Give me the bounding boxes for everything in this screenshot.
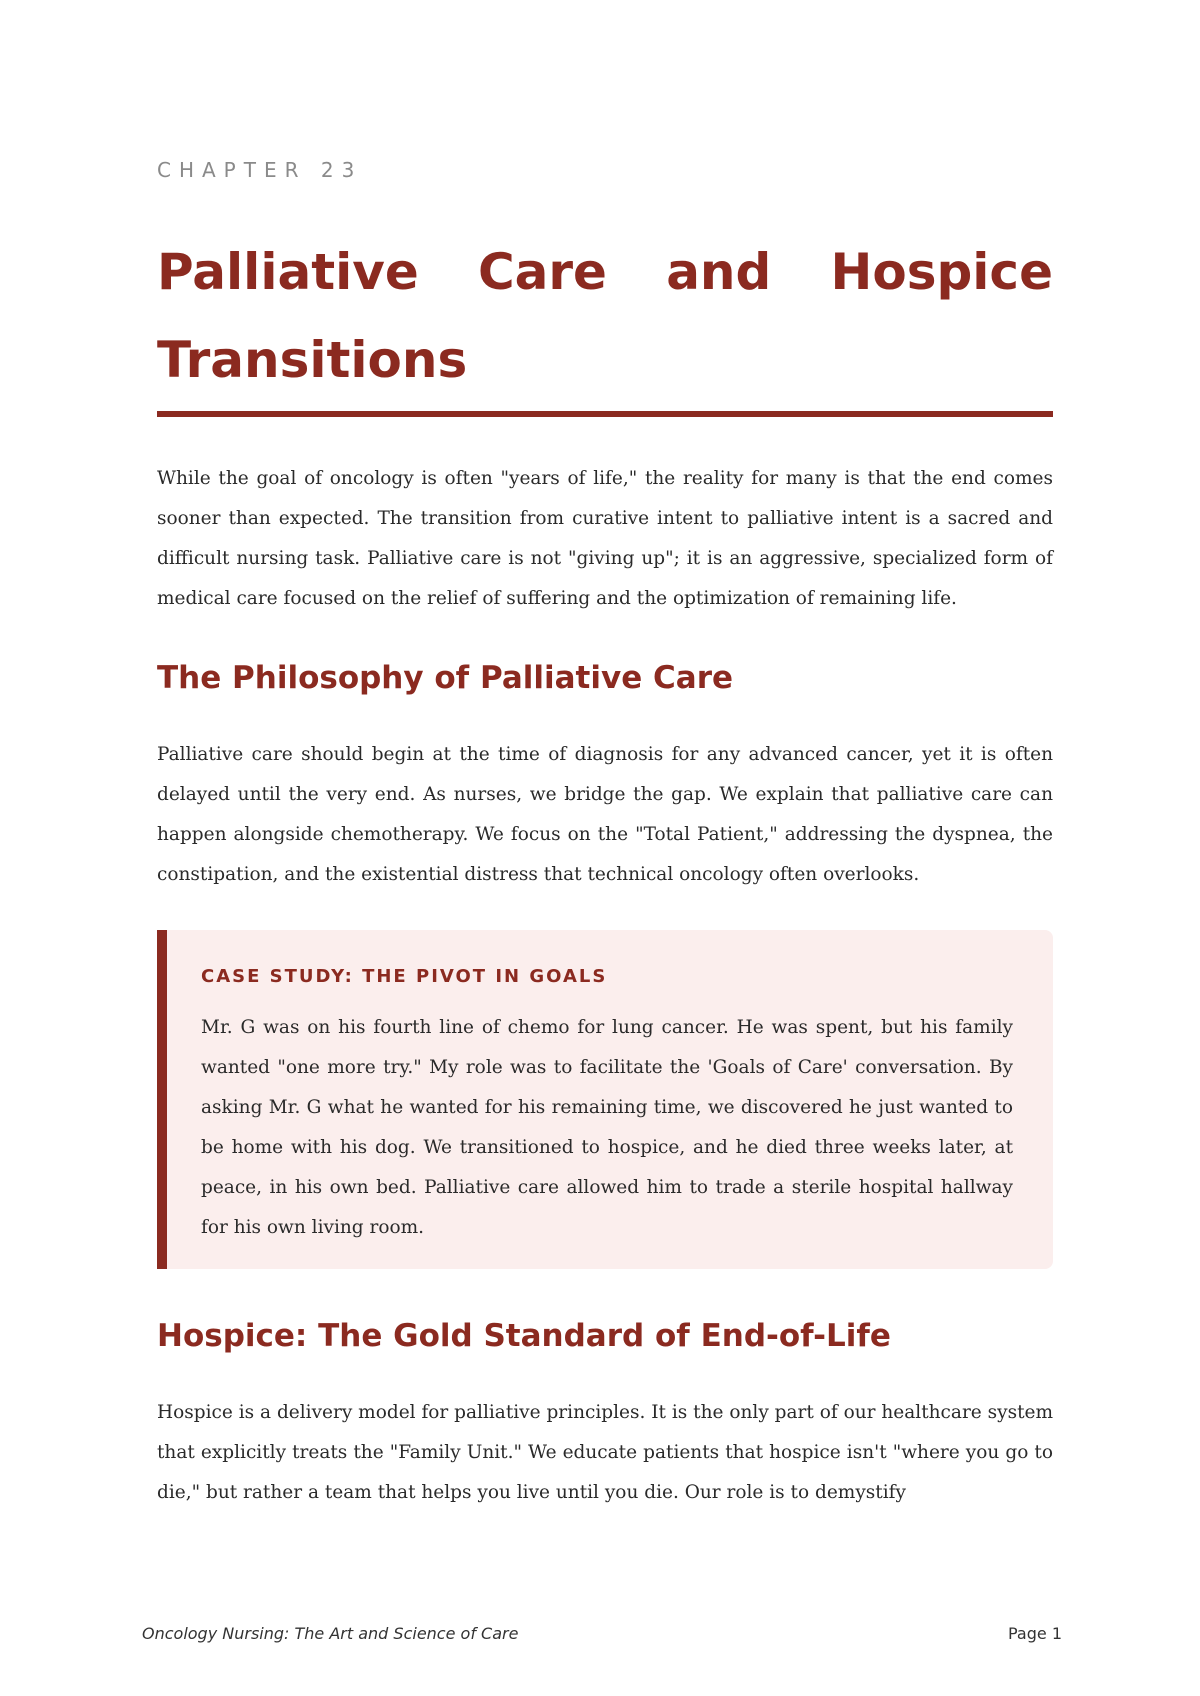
section-heading-philosophy: The Philosophy of Palliative Care — [157, 660, 734, 696]
case-study-callout — [157, 930, 1053, 1269]
case-study-text: Mr. G was on his fourth line of chemo for lung cancer. He was spent, but his family wanted "one more try." My role was to facilitate the 'Goals of Care' conversation. By asking Mr. G what he wanted for his remaining time, we discovered he just wanted to be home with his dog. We transitioned to hospice, and he died three weeks later, at peace, in his own bed. Palliative care allowed him to trade a sterile hospital hallway for his own living room. — [201, 1017, 1013, 1238]
chapter-label: CHAPTER 23 — [157, 158, 363, 182]
footer-book-title: Oncology Nursing: The Art and Science of Care — [142, 1624, 519, 1643]
chapter-title: Palliative Care and Hospice Transitions — [157, 243, 1053, 389]
section-paragraph-philosophy: Palliative care should begin at the time of diagnosis for any advanced cancer, yet it is often delayed until the very end. As nurses, we bridge the gap. We explain that palliative care can happen alongside chemotherapy. We focus on the "Total Patient," addressing the dyspnea, the constipation, and the existential distress that technical oncology often overlooks. — [157, 744, 1053, 885]
case-study-heading: CASE STUDY: THE PIVOT IN GOALS — [201, 966, 608, 987]
intro-paragraph: While the goal of oncology is often "years of life," the reality for many is that the end comes sooner than expected. The transition from curative intent to palliative intent is a sacred and difficult nursing task. Palliative care is not "giving up"; it is an aggressive, specialized form of medical care focused on the relief of suffering and the optimization of remaining life. — [157, 468, 1053, 609]
title-divider — [157, 411, 1053, 417]
footer-page-number: Page 1 — [1008, 1624, 1062, 1643]
section-paragraph-hospice: Hospice is a delivery model for palliative principles. It is the only part of our healthcare system that explicitly treats the "Family Unit." We educate patients that hospice isn't "where you go to die," but rather a team that helps you live until you die. Our role is to demystify — [157, 1402, 1053, 1503]
section-heading-hospice: Hospice: The Gold Standard of End-of-Life — [157, 1318, 891, 1354]
